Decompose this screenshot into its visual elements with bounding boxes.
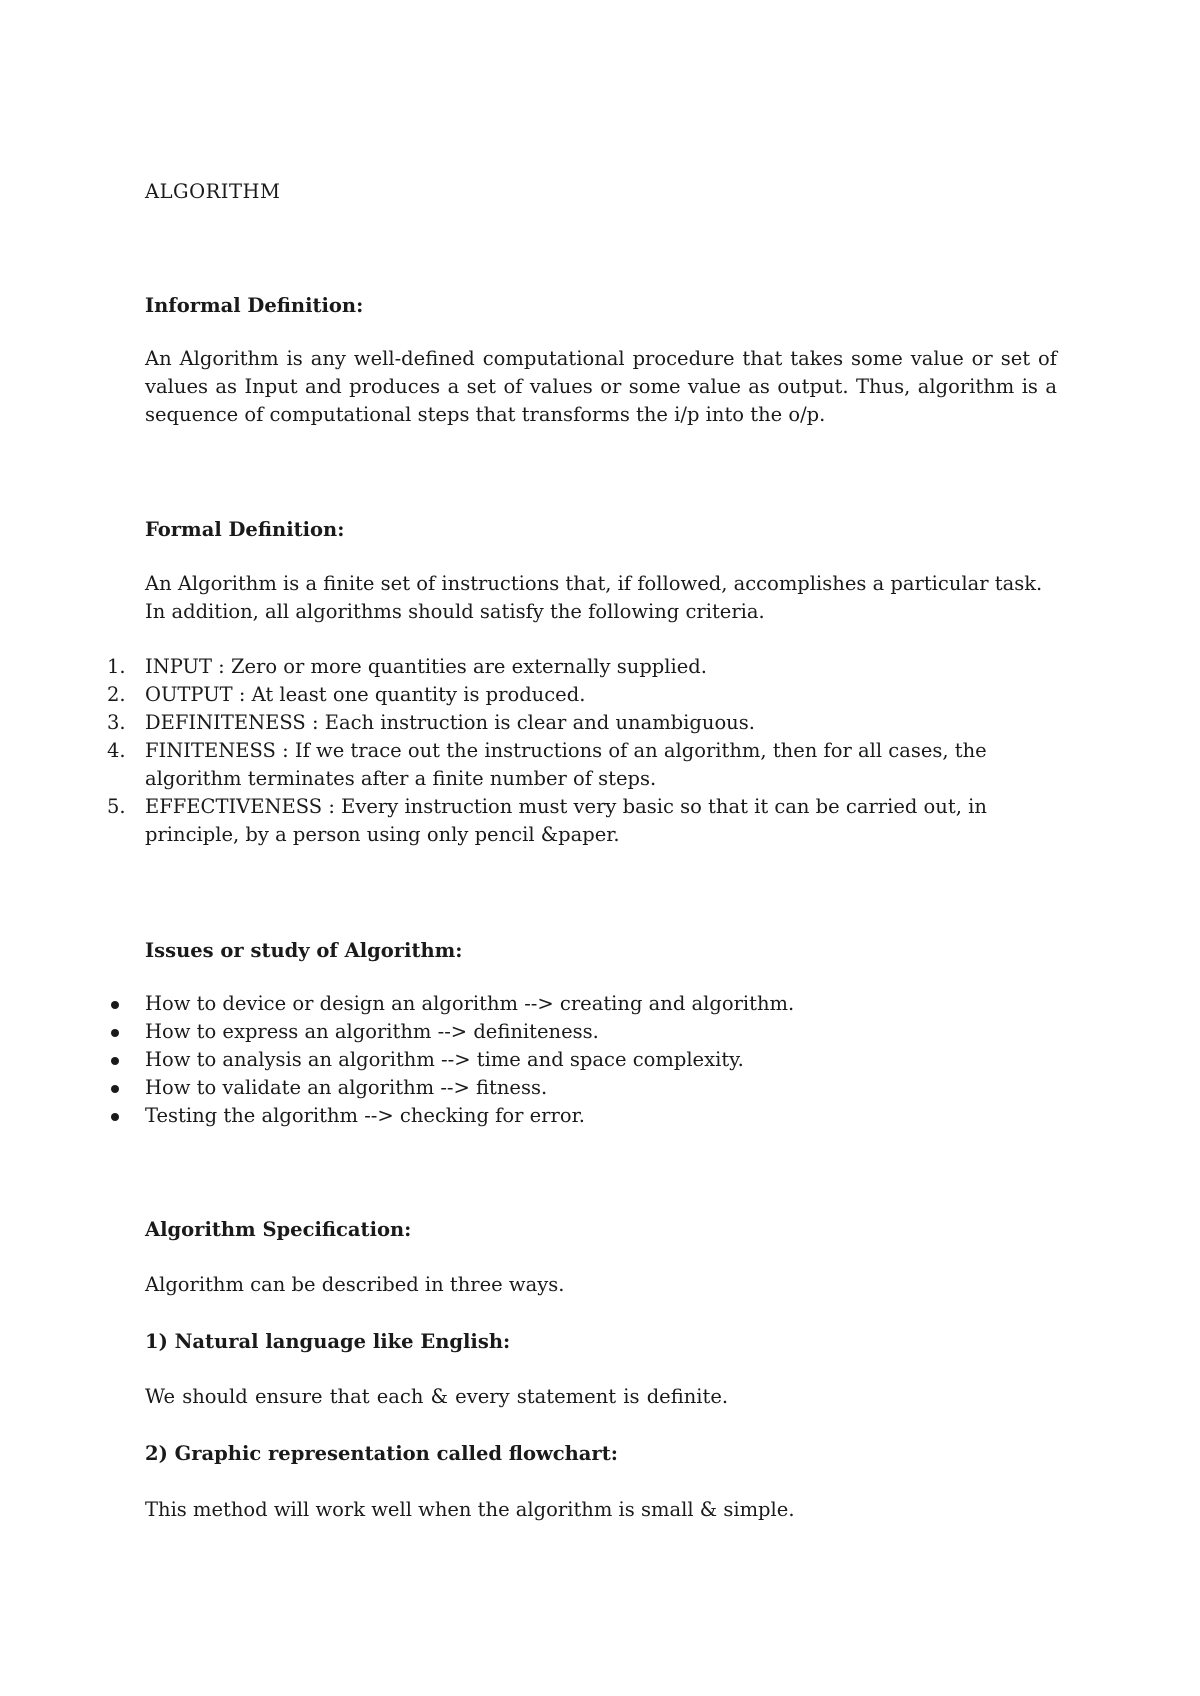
criteria-list [107, 653, 1025, 849]
bullet-icon [111, 1001, 119, 1009]
issue-item: How to validate an algorithm --> fitness. [145, 1074, 1025, 1102]
formal-definition-heading: Formal Definition: [145, 518, 345, 541]
informal-definition-text: An Algorithm is any well-defined computational procedure that takes some value or set of values as Input and produces a set of values or some value as output. Thus, algorithm is a sequence of computational steps that transforms the i/p into the o/p. [145, 347, 1057, 426]
criteria-item: 5. EFFECTIVENESS : Every instruction must very basic so that it can be carried out, in principle, by a person using only pencil &paper. [107, 795, 987, 846]
issue-item: Testing the algorithm --> checking for error. [145, 1102, 1025, 1130]
natural-language-text: We should ensure that each & every statement is definite. [145, 1385, 729, 1408]
specification-heading: Algorithm Specification: [145, 1218, 412, 1241]
criteria-item: 4. FINITENESS : If we trace out the instructions of an algorithm, then for all cases, the algorithm terminates after a finite number of steps. [107, 739, 987, 790]
flowchart-heading: 2) Graphic representation called flowchart: [145, 1442, 618, 1465]
criteria-item: 1. INPUT : Zero or more quantities are externally supplied. [107, 655, 707, 678]
issue-item: How to express an algorithm --> definiteness. [145, 1018, 1025, 1046]
formal-definition-text: An Algorithm is a finite set of instructions that, if followed, accomplishes a particular task. In addition, all algorithms should satisfy the following criteria. [145, 572, 1043, 623]
document-title: ALGORITHM [145, 180, 281, 203]
natural-language-heading: 1) Natural language like English: [145, 1330, 511, 1353]
bullet-icon [111, 1085, 119, 1093]
criteria-item: 2. OUTPUT : At least one quantity is produced. [107, 683, 586, 706]
issues-heading: Issues or study of Algorithm: [145, 939, 463, 962]
issues-list [145, 990, 1025, 1130]
specification-intro: Algorithm can be described in three ways. [145, 1273, 565, 1296]
issue-item: How to analysis an algorithm --> time and space complexity. [145, 1046, 1025, 1074]
criteria-item: 3. DEFINITENESS : Each instruction is clear and unambiguous. [107, 711, 755, 734]
flowchart-text: This method will work well when the algorithm is small & simple. [145, 1498, 795, 1521]
bullet-icon [111, 1029, 119, 1037]
bullet-icon [111, 1113, 119, 1121]
informal-definition-heading: Informal Definition: [145, 294, 364, 317]
issue-item: How to device or design an algorithm --> creating and algorithm. [145, 990, 1025, 1018]
bullet-icon [111, 1057, 119, 1065]
